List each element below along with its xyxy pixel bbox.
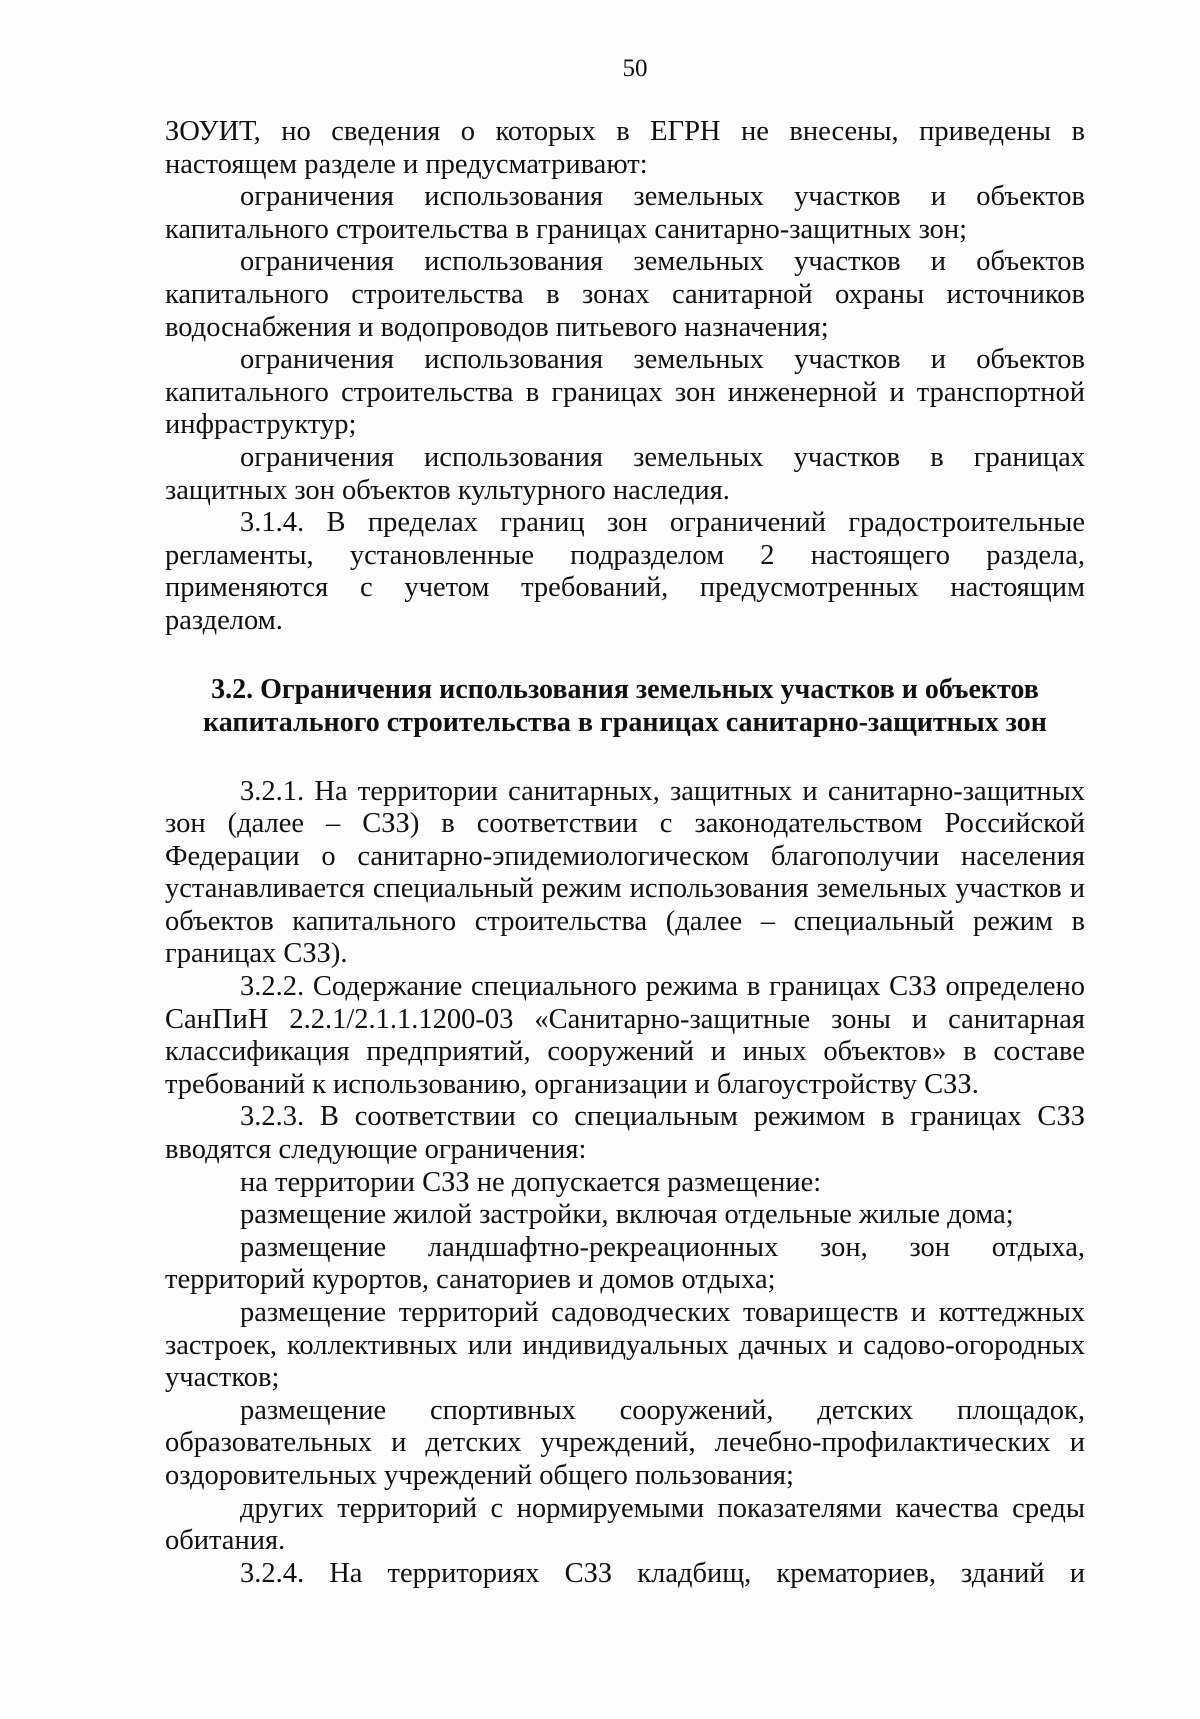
- list-item-other-territories: других территорий с нормируемыми показателями качества среды обитания.: [165, 1492, 1085, 1557]
- section-heading-line-1: 3.2. Ограничения использования земельных участков и объектов: [211, 673, 1039, 705]
- paragraph-3-1-4: 3.1.4. В пределах границ зон ограничений градостроительные регламенты, установленные подразделом 2 настоящего раздела, применяются с учетом требований, предусмотренных настоящим разделом.: [165, 507, 1085, 636]
- list-item-sports-education: размещение спортивных сооружений, детских площадок, образовательных и детских учреждений, лечебно-профилактических и оздоровительных учреждений общего пользования;: [165, 1394, 1085, 1491]
- spacer: [165, 638, 1085, 673]
- page-content: [165, 116, 1085, 1590]
- spacer: [165, 739, 1085, 776]
- page-number: 50: [622, 55, 648, 82]
- paragraph-intro: ЗОУИТ, но сведения о которых в ЕГРН не внесены, приведены в настоящем разделе и предусматривают:: [165, 116, 1085, 180]
- section-heading: [165, 673, 1085, 739]
- paragraph-3-2-4: 3.2.4. На территориях СЗЗ кладбищ, крематориев, зданий и: [240, 1557, 1085, 1589]
- list-lead-in: на территории СЗЗ не допускается размещение:: [240, 1166, 822, 1198]
- list-item-sanitary-zones: ограничения использования земельных участков и объектов капитального строительства в границах санитарно-защитных зон;: [165, 181, 1085, 245]
- paragraph-3-2-2: 3.2.2. Содержание специального режима в границах СЗЗ определено СанПиН 2.2.1/2.1.1.1200-03 «Санитарно-защитные зоны и санитарная классификация предприятий, сооружений и иных объектов» в составе требований к использованию, организации и благоустройству СЗЗ.: [165, 971, 1085, 1100]
- list-item-heritage-zones: ограничения использования земельных участков в границах защитных зон объектов культурного наследия.: [165, 441, 1085, 506]
- list-item-recreation: размещение ландшафтно-рекреационных зон, зон отдыха, территорий курортов, санаториев и домов отдыха;: [165, 1231, 1085, 1296]
- paragraph-3-2-3: 3.2.3. В соответствии со специальным режимом в границах СЗЗ вводятся следующие ограничения:: [165, 1101, 1085, 1166]
- paragraph-3-2-1: 3.2.1. На территории санитарных, защитных и санитарно-защитных зон (далее – СЗЗ) в соответствии с законодательством Российской Федерации о санитарно-эпидемиологическом благополучии населения устанавливается специальный режим использования земельных участков и объектов капитального строительства (далее – специальный режим в границах СЗЗ).: [165, 775, 1085, 970]
- list-item-water-protection-zones: ограничения использования земельных участков и объектов капитального строительства в зонах санитарной охраны источников водоснабжения и водопроводов питьевого назначения;: [165, 246, 1085, 343]
- list-item-infrastructure-zones: ограничения использования земельных участков и объектов капитального строительства в границах зон инженерной и транспортной инфраструктур;: [165, 344, 1085, 441]
- list-item-residential: размещение жилой застройки, включая отдельные жилые дома;: [240, 1199, 1014, 1231]
- list-item-garden-plots: размещение территорий садоводческих товариществ и коттеджных застроек, коллективных или индивидуальных дачных и садово-огородных участков;: [165, 1297, 1085, 1394]
- section-heading-line-2: капитального строительства в границах санитарно-защитных зон: [203, 706, 1047, 738]
